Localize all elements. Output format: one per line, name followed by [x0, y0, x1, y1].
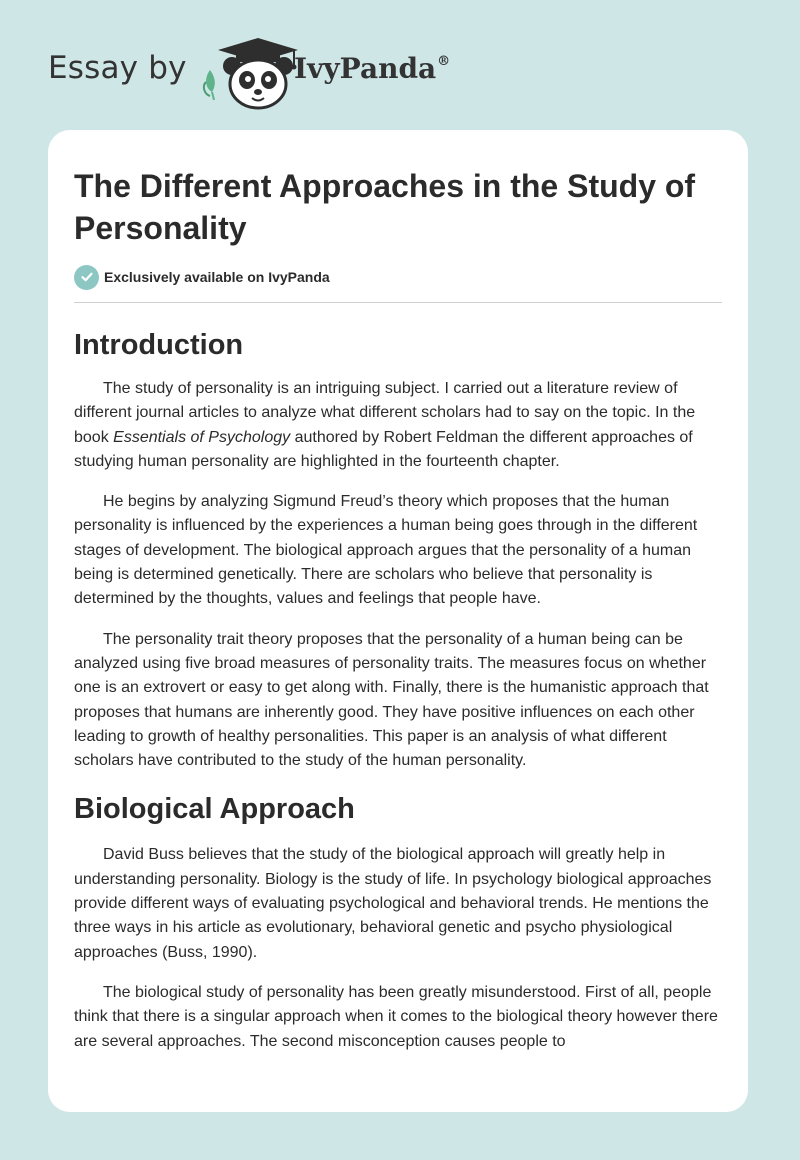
- exclusive-badge-text: Exclusively available on IvyPanda: [104, 269, 330, 285]
- section-introduction: [74, 325, 722, 773]
- article-title: The Different Approaches in the Study of Personality: [74, 168, 696, 246]
- paragraph: The biological study of personality has been greatly misunderstood. First of all, people think that there is a singular approach when it comes to the biological theory however there are several approaches. The second misconception causes people to: [74, 983, 718, 1050]
- article-card: [48, 130, 748, 1112]
- section-biological-approach: [74, 789, 722, 1053]
- exclusive-badge: [74, 264, 330, 290]
- section-heading: Introduction: [74, 329, 244, 361]
- title-divider: [74, 302, 722, 303]
- paragraph: David Buss believes that the study of the biological approach will greatly help in understanding personality. Biology is the study of life. In psychology biological approaches provide different ways of evaluating psychological and behavioral trends. He mentions the three ways in his article as evolutionary, behavioral genetic and psycho physiological approaches (Buss, 1990).: [74, 846, 712, 961]
- book-title: Essentials of Psychology: [113, 428, 291, 446]
- essay-by-label: Essay by: [48, 50, 187, 86]
- registered-mark: ®: [437, 54, 451, 69]
- brand-name[interactable]: IvyPanda®: [294, 52, 451, 85]
- panda-graduate-icon[interactable]: [202, 36, 302, 110]
- paragraph: The personality trait theory proposes that the personality of a human being can be analyzed using five broad measures of personality traits. The measures focus on whether one is an extrovert or easy to get along with. Finally, there is the humanistic approach that proposes that humans are inherently good. They have positive influences on each other leading to growth of healthy personalities. This paper is an analysis of what different scholars have contributed to the study of the human personality.: [74, 630, 709, 770]
- paragraph: The study of personality is an intriguing subject. I carried out a literature review of different journal articles to analyze what different scholars had to say on the topic. In the book Essentials of Psychology authored by Robert Feldman the different approaches of studying human personality are highlighted in the fourteenth chapter.: [74, 380, 696, 470]
- article-body: [74, 325, 722, 1070]
- check-icon: [74, 265, 99, 290]
- paragraph: He begins by analyzing Sigmund Freud’s theory which proposes that the human personality is influenced by the experiences a human being goes through in the different stages of development. The biological approach argues that the personality of a human being is determined genetically. There are scholars who believe that personality is determined by the thoughts, values and feelings that people have.: [74, 493, 698, 608]
- site-header: [48, 36, 508, 110]
- section-heading: Biological Approach: [74, 793, 355, 826]
